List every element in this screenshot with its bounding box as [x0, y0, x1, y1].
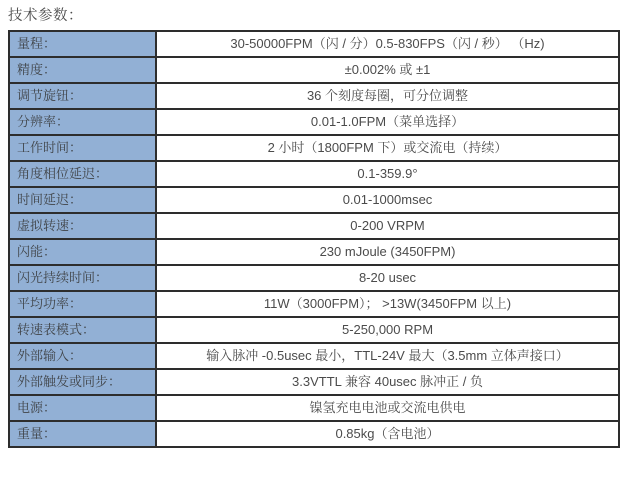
- spec-label: 外部输入：: [9, 343, 156, 369]
- page-title: 技术参数：: [8, 8, 83, 24]
- spec-value: 30-50000FPM（闪 / 分）0.5-830FPS（闪 / 秒） （Hz): [156, 31, 619, 57]
- table-row: [9, 135, 619, 161]
- spec-label: 外部触发或同步：: [9, 369, 156, 395]
- table-row: [9, 265, 619, 291]
- spec-label: 工作时间：: [9, 135, 156, 161]
- table-row: [9, 161, 619, 187]
- spec-label: 时间延迟：: [9, 187, 156, 213]
- table-row: [9, 421, 619, 447]
- spec-label: 转速表模式：: [9, 317, 156, 343]
- spec-value: 0.01-1.0FPM（菜单选择）: [156, 109, 619, 135]
- table-row: [9, 239, 619, 265]
- spec-value: 2 小时（1800FPM 下）或交流电（持续）: [156, 135, 619, 161]
- table-row: [9, 109, 619, 135]
- spec-value: ±0.002% 或 ±1: [156, 57, 619, 83]
- table-row: [9, 395, 619, 421]
- spec-value: 镍氢充电电池或交流电供电: [156, 395, 619, 421]
- table-row: [9, 31, 619, 57]
- spec-value: 输入脉冲 -0.5usec 最小，TTL-24V 最大（3.5mm 立体声接口）: [156, 343, 619, 369]
- table-row: [9, 213, 619, 239]
- spec-value: 0.1-359.9°: [156, 161, 619, 187]
- table-row: [9, 83, 619, 109]
- spec-label: 闪能：: [9, 239, 156, 265]
- spec-label: 虚拟转速：: [9, 213, 156, 239]
- table-row: [9, 343, 619, 369]
- spec-table: [8, 30, 620, 448]
- table-row: [9, 187, 619, 213]
- spec-label: 分辨率：: [9, 109, 156, 135]
- spec-value: 8-20 usec: [156, 265, 619, 291]
- spec-value: 0-200 VRPM: [156, 213, 619, 239]
- table-row: [9, 369, 619, 395]
- spec-value: 5-250,000 RPM: [156, 317, 619, 343]
- spec-label: 平均功率：: [9, 291, 156, 317]
- spec-label: 电源：: [9, 395, 156, 421]
- spec-value: 11W（3000FPM）； >13W(3450FPM 以上): [156, 291, 619, 317]
- spec-label: 精度：: [9, 57, 156, 83]
- spec-label: 闪光持续时间：: [9, 265, 156, 291]
- spec-value: 36 个刻度每圈，可分位调整: [156, 83, 619, 109]
- table-row: [9, 57, 619, 83]
- spec-label: 调节旋钮：: [9, 83, 156, 109]
- spec-label: 量程：: [9, 31, 156, 57]
- table-row: [9, 317, 619, 343]
- spec-value: 0.01-1000msec: [156, 187, 619, 213]
- spec-value: 230 mJoule (3450FPM): [156, 239, 619, 265]
- spec-value: 0.85kg（含电池）: [156, 421, 619, 447]
- table-row: [9, 291, 619, 317]
- spec-label: 角度相位延迟：: [9, 161, 156, 187]
- spec-value: 3.3VTTL 兼容 40usec 脉冲正 / 负: [156, 369, 619, 395]
- spec-label: 重量：: [9, 421, 156, 447]
